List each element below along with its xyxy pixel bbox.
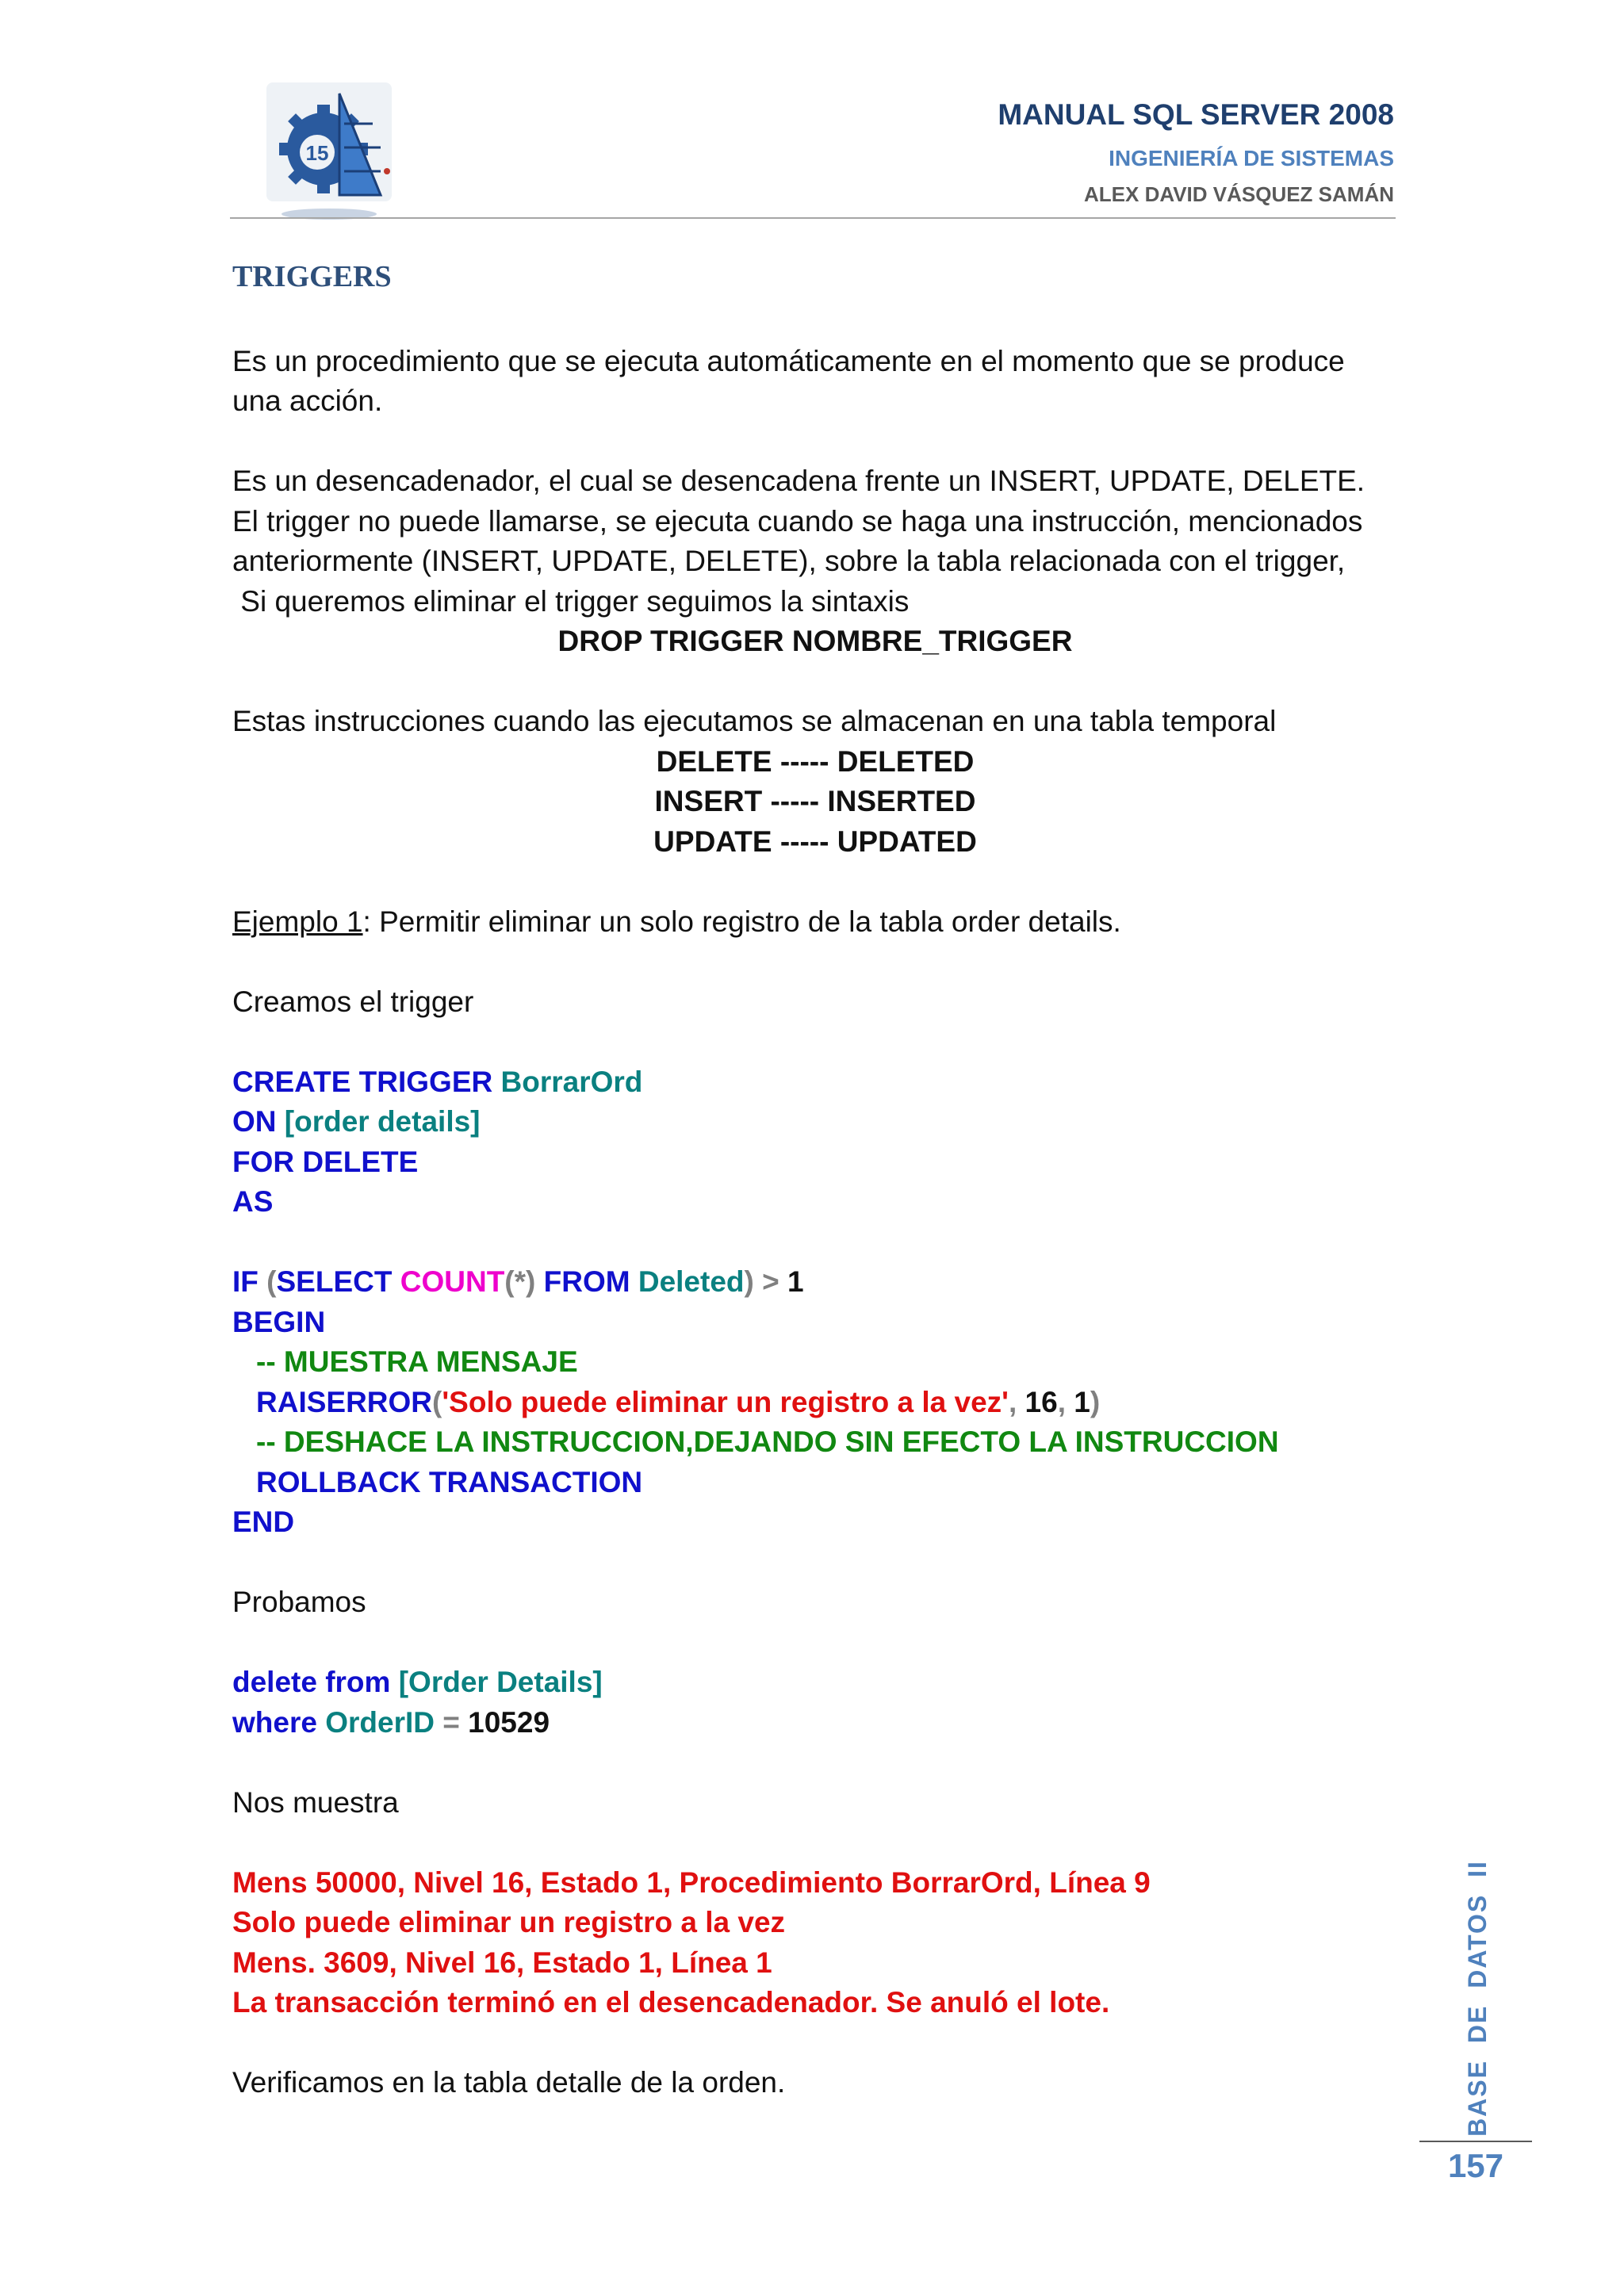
error-message-line: Mens. 3609, Nivel 16, Estado 1, Línea 1 [232, 1946, 772, 1979]
code-operator: (*) [504, 1265, 536, 1298]
institution-logo [262, 76, 396, 227]
code-function: COUNT [400, 1265, 505, 1298]
code-number: 16 [1025, 1385, 1058, 1418]
code-identifier: [Order Details] [398, 1666, 603, 1698]
error-message-line: Mens 50000, Nivel 16, Estado 1, Procedimiento BorrarOrd, Línea 9 [232, 1866, 1151, 1899]
code-keyword: IF [232, 1265, 259, 1298]
temp-table-line: UPDATE ----- UPDATED [653, 825, 977, 858]
code-operator: = [442, 1705, 460, 1739]
code-line [232, 1383, 1398, 1423]
code-keyword: ROLLBACK TRANSACTION [256, 1465, 643, 1498]
error-message-line: Solo puede eliminar un registro a la vez [232, 1906, 786, 1938]
code-number: 10529 [468, 1705, 550, 1739]
section-title: TRIGGERS [232, 260, 392, 293]
code-line [232, 1663, 1398, 1703]
code-line [232, 1463, 1398, 1503]
example-label: Ejemplo 1 [232, 905, 363, 938]
temp-table-line: DELETE ----- DELETED [656, 744, 975, 778]
code-identifier: OrderID [325, 1705, 435, 1739]
author-name: ALEX DAVID VÁSQUEZ SAMÁN [1084, 182, 1394, 206]
code-keyword: RAISERROR [256, 1385, 433, 1418]
code-number: 1 [1074, 1385, 1090, 1418]
code-operator: , [1057, 1385, 1066, 1418]
footer-divider [1419, 2141, 1532, 2142]
paragraph-line: Probamos [232, 1586, 366, 1618]
code-keyword: ON [232, 1105, 277, 1138]
code-keyword: AS [232, 1185, 274, 1218]
page-content [232, 252, 1398, 2103]
paragraph-line: Es un desencadenador, el cual se desencadena frente un INSERT, UPDATE, DELETE. [232, 465, 1365, 497]
paragraph-line: Creamos el trigger [232, 985, 474, 1018]
code-line [232, 1262, 1398, 1303]
code-keyword: FOR DELETE [232, 1145, 419, 1178]
code-operator: ) [1090, 1385, 1101, 1418]
paragraph-line: una acción. [232, 385, 383, 417]
code-operator: ) > [744, 1265, 779, 1298]
manual-title: MANUAL SQL SERVER 2008 [998, 98, 1394, 131]
page-number: 157 [1447, 2147, 1504, 2184]
example-description: : Permitir eliminar un solo registro de la tabla order details. [362, 905, 1121, 938]
code-keyword: BEGIN [232, 1305, 326, 1338]
temp-table-line: INSERT ----- INSERTED [654, 785, 976, 817]
code-operator: ( [266, 1265, 277, 1298]
code-keyword: FROM [543, 1265, 630, 1298]
code-string: 'Solo puede eliminar un registro a la vez' [442, 1385, 1009, 1418]
code-line [232, 1422, 1398, 1463]
code-line [232, 1502, 1398, 1543]
paragraph-line: El trigger no puede llamarse, se ejecuta cuando se haga una instrucción, mencionados [232, 504, 1363, 538]
code-operator: ( [432, 1385, 442, 1418]
code-keyword: delete from [232, 1666, 391, 1698]
paragraph-line: Es un procedimiento que se ejecuta automáticamente en el momento que se produce [232, 344, 1345, 377]
code-number: 1 [787, 1265, 804, 1298]
drop-trigger-syntax: DROP TRIGGER NOMBRE_TRIGGER [557, 625, 1073, 657]
code-line [232, 1062, 1398, 1103]
code-keyword: where [232, 1705, 317, 1739]
code-line [232, 1102, 1398, 1142]
side-label-text: BASE DE DATOS II [1462, 1859, 1492, 2137]
code-line [232, 1342, 1398, 1383]
code-identifier: [order details] [284, 1105, 481, 1138]
paragraph-line: anteriormente (INSERT, UPDATE, DELETE), sobre la tabla relacionada con el trigger, [232, 545, 1346, 577]
header-divider [230, 217, 1396, 219]
error-message-line: La transacción terminó en el desencadenador. Se anuló el lote. [232, 1986, 1110, 2019]
code-keyword: END [232, 1506, 295, 1538]
code-identifier: BorrarOrd [500, 1065, 643, 1098]
code-line [232, 1142, 1398, 1183]
department-name: INGENIERÍA DE SISTEMAS [1109, 146, 1394, 170]
footer-side-label [1459, 1859, 1496, 2137]
code-line [232, 1182, 1398, 1223]
example-heading [232, 902, 1398, 943]
code-operator: , [1008, 1385, 1017, 1418]
code-line [232, 1303, 1398, 1343]
logo-text: 15 [305, 141, 329, 165]
code-comment: -- MUESTRA MENSAJE [256, 1345, 578, 1378]
paragraph-line: Si queremos eliminar el trigger seguimos la sintaxis [232, 584, 910, 618]
code-keyword: CREATE TRIGGER [232, 1065, 493, 1098]
paragraph-line: Nos muestra [232, 1785, 399, 1819]
paragraph-line: Verificamos en la tabla detalle de la orden. [232, 2066, 786, 2099]
code-identifier: Deleted [638, 1265, 745, 1298]
code-comment: -- DESHACE LA INSTRUCCION,DEJANDO SIN EFECTO LA INSTRUCCION [256, 1425, 1279, 1458]
code-line [232, 1703, 1398, 1743]
code-keyword: SELECT [276, 1265, 393, 1298]
paragraph-line: Estas instrucciones cuando las ejecutamos se almacenan en una tabla temporal [232, 705, 1277, 737]
